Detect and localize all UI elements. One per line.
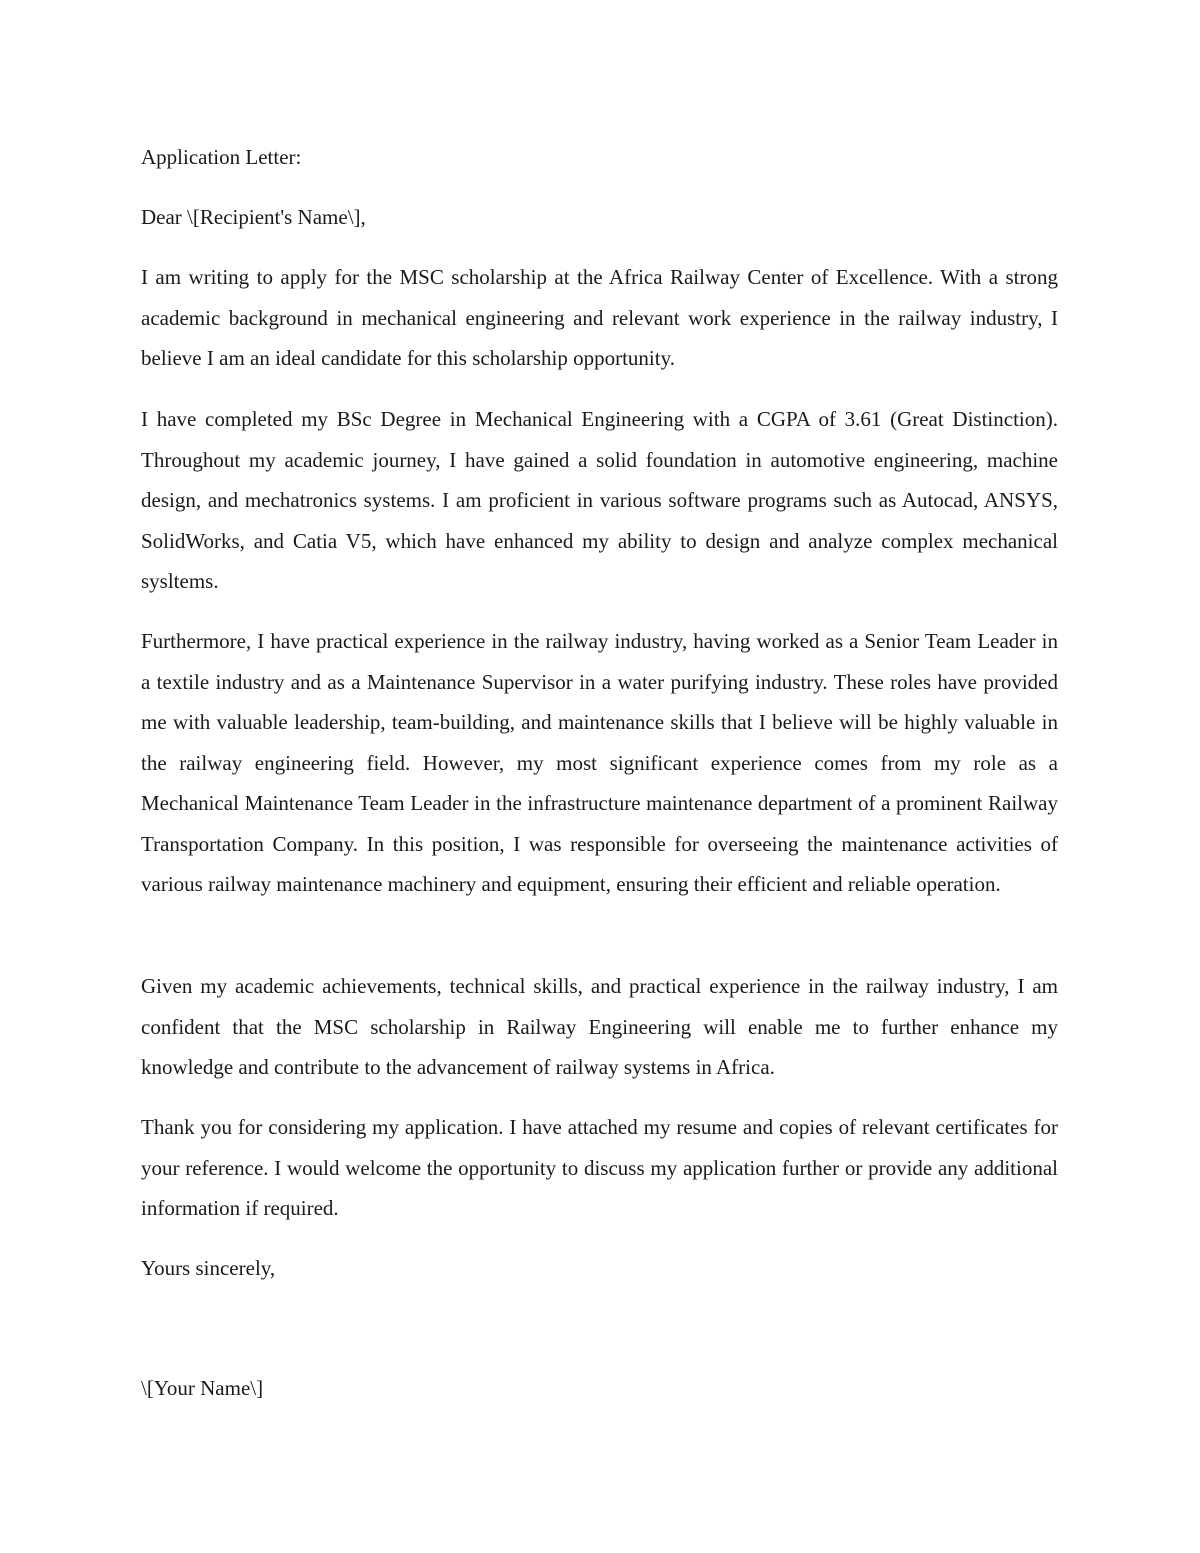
body-paragraph-experience: Furthermore, I have practical experience in the railway industry, having worked as a Senior Team Leader in a textile industry and as a Maintenance Supervisor in a water purifying industry. These roles have provided me with valuable leadership, team-building, and maintenance skills that I believe will be highly valuable in the railway engineering field. However, my most significant experience comes from my role as a Mechanical Maintenance Team Leader in the infrastructure maintenance department of a prominent Railway Transportation Company. In this position, I was responsible for overseeing the maintenance activities of various railway maintenance machinery and equipment, ensuring their efficient and reliable operation. bbox=[141, 629, 1058, 896]
body-paragraph-intro: I am writing to apply for the MSC scholarship at the Africa Railway Center of Excellence. With a strong academic background in mechanical engineering and relevant work experience in the railway industry, I believe I am an ideal candidate for this scholarship opportunity. bbox=[141, 265, 1058, 370]
signature-name: \[Your Name\] bbox=[141, 1376, 264, 1400]
body-paragraph-education: I have completed my BSc Degree in Mechanical Engineering with a CGPA of 3.61 (Great Distinction). Throughout my academic journey, I have gained a solid foundation in automotive engineering, machine design, and mechatronics systems. I am proficient in various software programs such as Autocad, ANSYS, SolidWorks, and Catia V5, which have enhanced my ability to design and analyze complex mechanical sysltems. bbox=[141, 407, 1058, 593]
body-paragraph-thanks: Thank you for considering my application. I have attached my resume and copies of relevant certificates for your reference. I would welcome the opportunity to discuss my application further or provide any additional information if required. bbox=[141, 1115, 1058, 1220]
closing: Yours sincerely, bbox=[141, 1256, 276, 1280]
body-paragraph-summary: Given my academic achievements, technical skills, and practical experience in the railway industry, I am confident that the MSC scholarship in Railway Engineering will enable me to further enhance my knowledge and contribute to the advancement of railway systems in Africa. bbox=[141, 974, 1058, 1079]
salutation: Dear \[Recipient's Name\], bbox=[141, 205, 366, 229]
letter-heading: Application Letter: bbox=[141, 145, 302, 169]
